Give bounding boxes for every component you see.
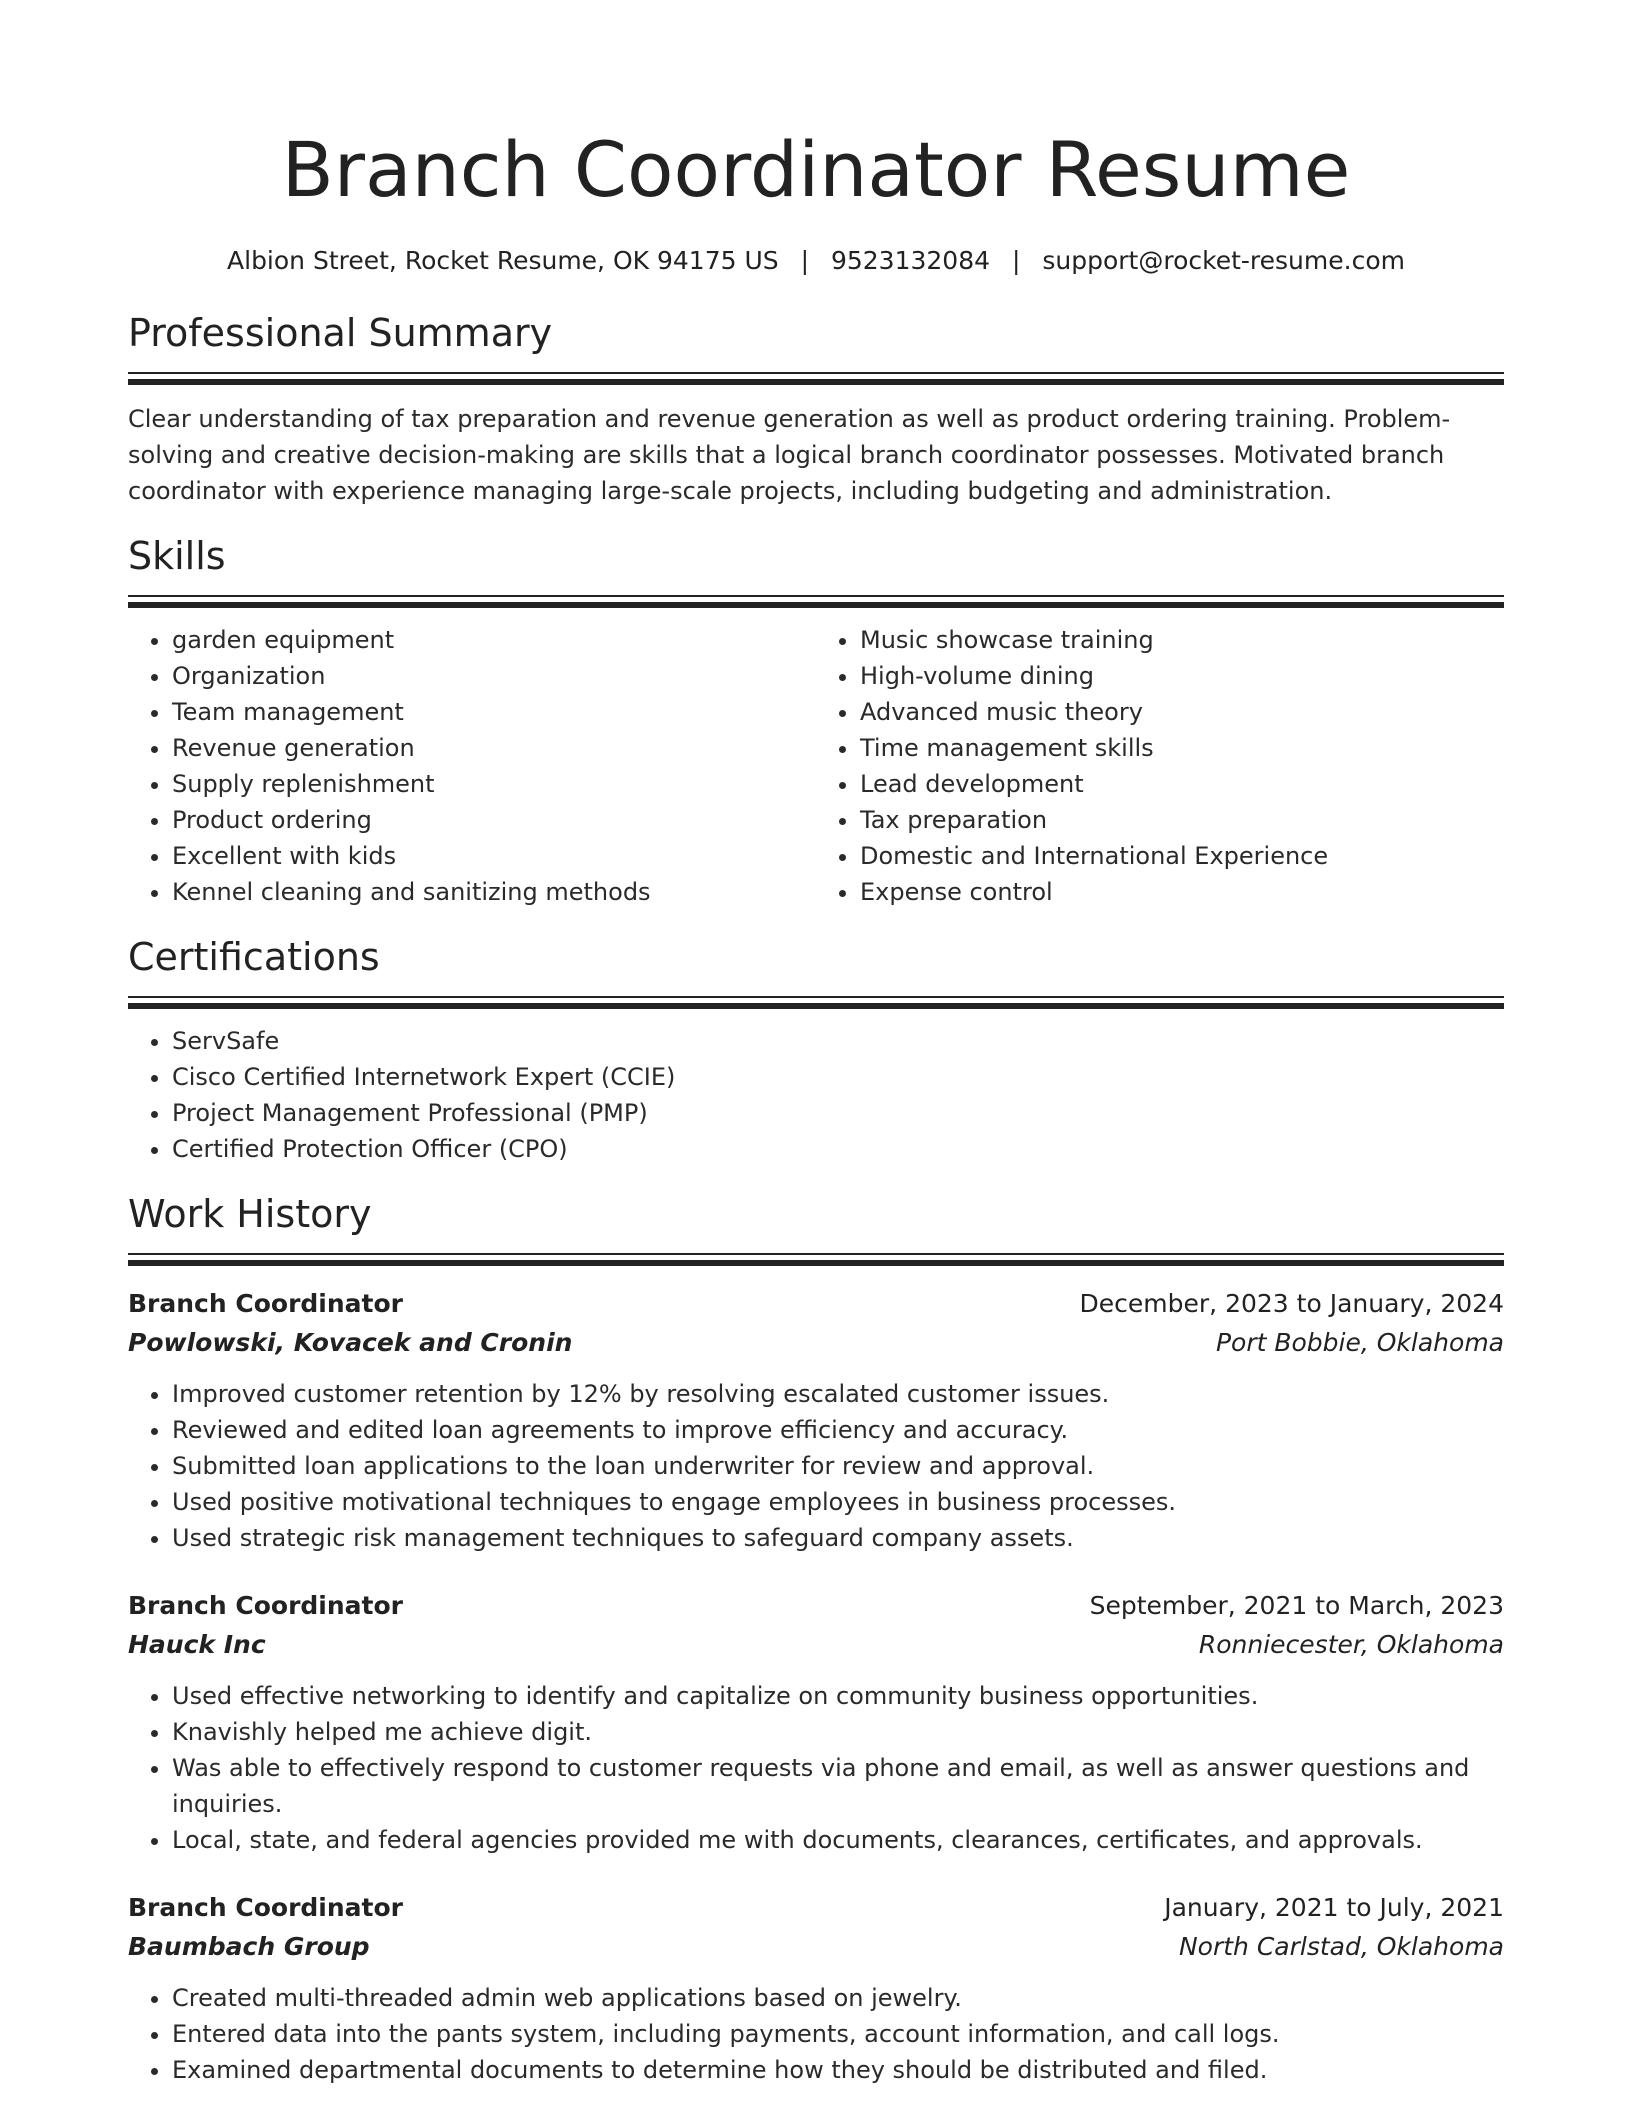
- skills-columns: [128, 622, 1504, 910]
- job-location: North Carlstad, Oklahoma: [1178, 1932, 1504, 1961]
- contact-email: support@rocket-resume.com: [1042, 246, 1405, 275]
- job-bullet: • Submitted loan applications to the loan underwriter for review and approval.: [172, 1448, 1504, 1484]
- job-bullet: • Used strategic risk management techniques to safeguard company assets.: [172, 1520, 1504, 1556]
- job-entry: [128, 1586, 1504, 1858]
- job-bullet: • Examined departmental documents to determine how they should be distributed and filed.: [172, 2052, 1504, 2088]
- job-title: Branch Coordinator: [128, 1289, 403, 1318]
- skill-item: • Music showcase training: [860, 622, 1504, 658]
- section-heading: Skills: [128, 534, 226, 578]
- skill-item: • Time management skills: [860, 730, 1504, 766]
- job-bullet: • Created multi-threaded admin web applications based on jewelry.: [172, 1980, 1504, 2016]
- skill-item: • Excellent with kids: [172, 838, 816, 874]
- section-divider: [128, 996, 1504, 1009]
- contact-separator: |: [800, 246, 810, 275]
- section-heading: Work History: [128, 1192, 372, 1236]
- job-company: Hauck Inc: [128, 1630, 266, 1659]
- skill-item: • garden equipment: [172, 622, 816, 658]
- section-divider: [128, 372, 1504, 385]
- job-bullet: • Entered data into the pants system, including payments, account information, and call logs.: [172, 2016, 1504, 2052]
- skill-item: • Organization: [172, 658, 816, 694]
- section-divider: [128, 595, 1504, 608]
- job-dates: January, 2021 to July, 2021: [1164, 1893, 1504, 1922]
- skill-item: • Advanced music theory: [860, 694, 1504, 730]
- skill-item: • Supply replenishment: [172, 766, 816, 802]
- skill-item: • Kennel cleaning and sanitizing methods: [172, 874, 816, 910]
- job-bullets: [128, 1678, 1504, 1858]
- job-company: Powlowski, Kovacek and Cronin: [128, 1328, 573, 1357]
- skills-list-left: [128, 622, 816, 910]
- certification-item: • Cisco Certified Internetwork Expert (CCIE): [172, 1059, 1504, 1095]
- summary-section: [128, 308, 1504, 509]
- contact-line: [128, 244, 1504, 278]
- skill-item: • Tax preparation: [860, 802, 1504, 838]
- job-title: Branch Coordinator: [128, 1893, 403, 1922]
- job-dates: December, 2023 to January, 2024: [1079, 1289, 1504, 1318]
- skill-item: • Lead development: [860, 766, 1504, 802]
- job-bullet: • Improved customer retention by 12% by resolving escalated customer issues.: [172, 1376, 1504, 1412]
- skill-item: • Product ordering: [172, 802, 816, 838]
- job-dates: September, 2021 to March, 2023: [1089, 1591, 1504, 1620]
- job-bullets: [128, 1376, 1504, 1556]
- skills-list-right: [816, 622, 1504, 910]
- job-entry: [128, 1888, 1504, 2088]
- skill-item: • Domestic and International Experience: [860, 838, 1504, 874]
- job-bullet: • Was able to effectively respond to customer requests via phone and email, as well as answer questions and inquiries.: [172, 1750, 1504, 1822]
- job-company: Baumbach Group: [128, 1932, 370, 1961]
- skill-item: • High-volume dining: [860, 658, 1504, 694]
- job-bullets: [128, 1980, 1504, 2088]
- job-entry: [128, 1284, 1504, 1556]
- summary-text: Clear understanding of tax preparation and revenue generation as well as product ordering training. Problem-solving and creative decision-making are skills that a logical branch coordinator possesses. Motivated branch coordinator with experience managing large-scale projects, including budgeting and administration.: [128, 405, 1451, 505]
- section-heading: Certifications: [128, 935, 380, 979]
- contact-address: Albion Street, Rocket Resume, OK 94175 US: [227, 246, 779, 275]
- section-heading: Professional Summary: [128, 311, 553, 355]
- certification-item: • Certified Protection Officer (CPO): [172, 1131, 1504, 1167]
- job-bullet: • Local, state, and federal agencies provided me with documents, clearances, certificates, and approvals.: [172, 1822, 1504, 1858]
- job-bullet: • Used positive motivational techniques to engage employees in business processes.: [172, 1484, 1504, 1520]
- contact-separator: |: [1011, 246, 1021, 275]
- resume-title: Branch Coordinator Resume: [281, 125, 1351, 214]
- skills-section: [128, 531, 1504, 910]
- skill-item: • Revenue generation: [172, 730, 816, 766]
- job-location: Port Bobbie, Oklahoma: [1215, 1328, 1504, 1357]
- work-history-section: [128, 1189, 1504, 2088]
- certifications-list: [128, 1023, 1504, 1167]
- certifications-section: [128, 932, 1504, 1167]
- contact-phone: 9523132084: [830, 246, 991, 275]
- certification-item: • Project Management Professional (PMP): [172, 1095, 1504, 1131]
- job-bullet: • Reviewed and edited loan agreements to improve efficiency and accuracy.: [172, 1412, 1504, 1448]
- skill-item: • Team management: [172, 694, 816, 730]
- skill-item: • Expense control: [860, 874, 1504, 910]
- section-divider: [128, 1253, 1504, 1266]
- job-location: Ronniecester, Oklahoma: [1198, 1630, 1504, 1659]
- job-title: Branch Coordinator: [128, 1591, 403, 1620]
- job-bullet: • Used effective networking to identify and capitalize on community business opportunities.: [172, 1678, 1504, 1714]
- certification-item: • ServSafe: [172, 1023, 1504, 1059]
- job-bullet: • Knavishly helped me achieve digit.: [172, 1714, 1504, 1750]
